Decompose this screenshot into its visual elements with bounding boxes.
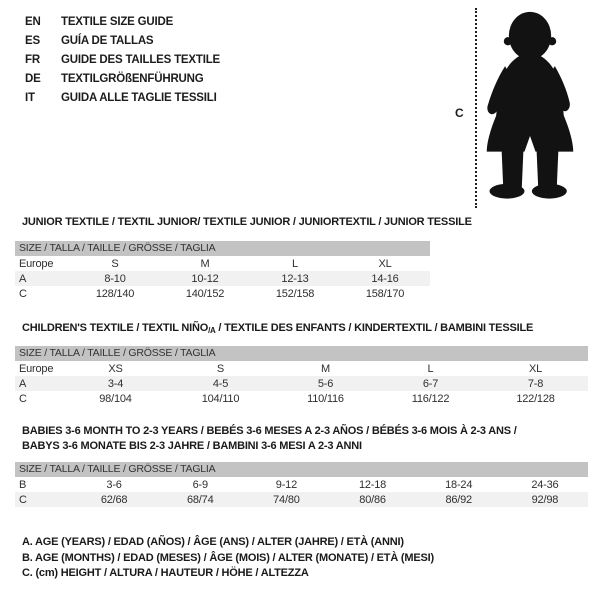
lang-code: DE bbox=[25, 73, 41, 85]
legend-footnotes bbox=[22, 535, 434, 582]
table-row bbox=[15, 361, 588, 376]
table-cell: 4-5 bbox=[212, 377, 229, 390]
table-cell: 122/128 bbox=[516, 392, 555, 405]
lang-title: GUIDE DES TAILLES TEXTILE bbox=[61, 54, 220, 66]
height-measure-dashed-line bbox=[475, 8, 477, 208]
table-cell: 7-8 bbox=[527, 377, 544, 390]
table-cell: 8-10 bbox=[104, 272, 126, 285]
row-label: A bbox=[19, 272, 27, 285]
table-cell: 12-18 bbox=[358, 478, 387, 491]
children-size-table bbox=[15, 346, 588, 406]
table-row bbox=[15, 391, 588, 406]
table-cell: 68/74 bbox=[186, 493, 214, 506]
row-label: C bbox=[19, 493, 27, 506]
table-cell: 3-4 bbox=[107, 377, 124, 390]
lang-title: TEXTILE SIZE GUIDE bbox=[61, 16, 174, 28]
baby-silhouette-icon bbox=[484, 7, 576, 208]
table-cell: 14-16 bbox=[371, 272, 399, 285]
size-header-bar: SIZE / TALLA / TAILLE / GRÖSSE / TAGLIA bbox=[15, 241, 430, 256]
table-row bbox=[15, 492, 588, 507]
row-label: B bbox=[19, 478, 27, 491]
row-label: Europe bbox=[19, 257, 54, 270]
lang-code: EN bbox=[25, 16, 41, 28]
table-cell: XS bbox=[108, 362, 123, 375]
table-cell: S bbox=[111, 257, 119, 270]
lang-code: FR bbox=[25, 54, 40, 66]
table-cell: XL bbox=[528, 362, 543, 375]
row-label: Europe bbox=[19, 362, 54, 375]
babies-title-line2: BABYS 3-6 MONATE BIS 2-3 JAHRE / BAMBINI 3-6 MESI A 2-3 ANNI bbox=[22, 440, 362, 452]
height-measure-label: C bbox=[455, 106, 464, 120]
table-cell: 10-12 bbox=[191, 272, 219, 285]
junior-size-table bbox=[15, 241, 430, 301]
row-label: A bbox=[19, 377, 27, 390]
row-label: C bbox=[19, 287, 27, 300]
junior-section-title: JUNIOR TEXTILE / TEXTIL JUNIOR/ TEXTILE JUNIOR / JUNIORTEXTIL / JUNIOR TESSILE bbox=[22, 216, 472, 228]
babies-section-title bbox=[22, 424, 517, 454]
footnote-c: C. (cm) HEIGHT / ALTURA / HAUTEUR / HÖHE / ALTEZZA bbox=[22, 567, 309, 579]
table-cell: 110/116 bbox=[307, 392, 344, 405]
table-cell: 62/68 bbox=[100, 493, 128, 506]
table-cell: 6-9 bbox=[192, 478, 208, 491]
table-cell: 12-13 bbox=[281, 272, 309, 285]
lang-code: IT bbox=[25, 92, 35, 104]
table-cell: 92/98 bbox=[531, 493, 559, 506]
table-row bbox=[15, 271, 430, 286]
table-cell: XL bbox=[378, 257, 392, 270]
footnote-a: A. AGE (YEARS) / EDAD (AÑOS) / ÂGE (ANS) / ALTER (JAHRE) / ETÀ (ANNI) bbox=[22, 536, 404, 548]
table-cell: 158/170 bbox=[365, 287, 405, 300]
size-header-bar: SIZE / TALLA / TAILLE / GRÖSSE / TAGLIA bbox=[15, 346, 588, 361]
lang-row-en bbox=[25, 13, 220, 32]
table-cell: 5-6 bbox=[317, 377, 334, 390]
table-cell: 74/80 bbox=[273, 493, 300, 506]
table-row bbox=[15, 256, 430, 271]
table-cell: 86/92 bbox=[445, 493, 472, 506]
lang-title: GUÍA DE TALLAS bbox=[61, 35, 154, 47]
title-subscript: /A bbox=[208, 326, 216, 335]
table-row bbox=[15, 477, 588, 492]
babies-size-table bbox=[15, 462, 588, 507]
table-cell: 128/140 bbox=[95, 287, 135, 300]
babies-title-line1: BABIES 3-6 MONTH TO 2-3 YEARS / BEBÉS 3-6 MESES A 2-3 AÑOS / BÉBÉS 3-6 MOIS À 2-3 ANS / bbox=[22, 425, 517, 437]
lang-title: GUIDA ALLE TAGLIE TESSILI bbox=[61, 92, 217, 104]
language-title-list bbox=[25, 13, 220, 108]
children-section-title: CHILDREN'S TEXTILE / TEXTIL $NIÑO_{/A}$ / TEXTILE DES ENFANTS / KINDERTEXTIL / BAMBINI TESSILE bbox=[22, 322, 534, 335]
table-cell: 116/122 bbox=[411, 392, 450, 405]
row-label: C bbox=[19, 392, 27, 405]
table-cell: S bbox=[216, 362, 225, 375]
lang-title: TEXTILGRÖßENFÜHRUNG bbox=[61, 73, 204, 85]
table-cell: 104/110 bbox=[201, 392, 240, 405]
table-cell: 9-12 bbox=[275, 478, 297, 491]
table-cell: L bbox=[292, 257, 298, 270]
lang-code: ES bbox=[25, 35, 40, 47]
table-cell: M bbox=[200, 257, 210, 270]
lang-row-es bbox=[25, 32, 220, 51]
table-cell: 152/158 bbox=[275, 287, 315, 300]
table-cell: 98/104 bbox=[99, 392, 132, 405]
table-cell: 18-24 bbox=[445, 478, 473, 491]
table-cell: 6-7 bbox=[422, 377, 439, 390]
table-cell: L bbox=[427, 362, 434, 375]
table-row bbox=[15, 286, 430, 301]
size-header-bar: SIZE / TALLA / TAILLE / GRÖSSE / TAGLIA bbox=[15, 462, 588, 477]
table-cell: 80/86 bbox=[359, 493, 386, 506]
table-cell: 140/152 bbox=[185, 287, 225, 300]
lang-row-it bbox=[25, 89, 220, 108]
footnote-b: B. AGE (MONTHS) / EDAD (MESES) / ÂGE (MOIS) / ALTER (MONATE) / ETÀ (MESI) bbox=[22, 551, 434, 564]
lang-row-fr bbox=[25, 51, 220, 70]
table-cell: M bbox=[321, 362, 330, 375]
table-cell: 3-6 bbox=[106, 478, 122, 491]
lang-row-de bbox=[25, 70, 220, 89]
table-row bbox=[15, 376, 588, 391]
table-cell: 24-36 bbox=[531, 478, 559, 491]
